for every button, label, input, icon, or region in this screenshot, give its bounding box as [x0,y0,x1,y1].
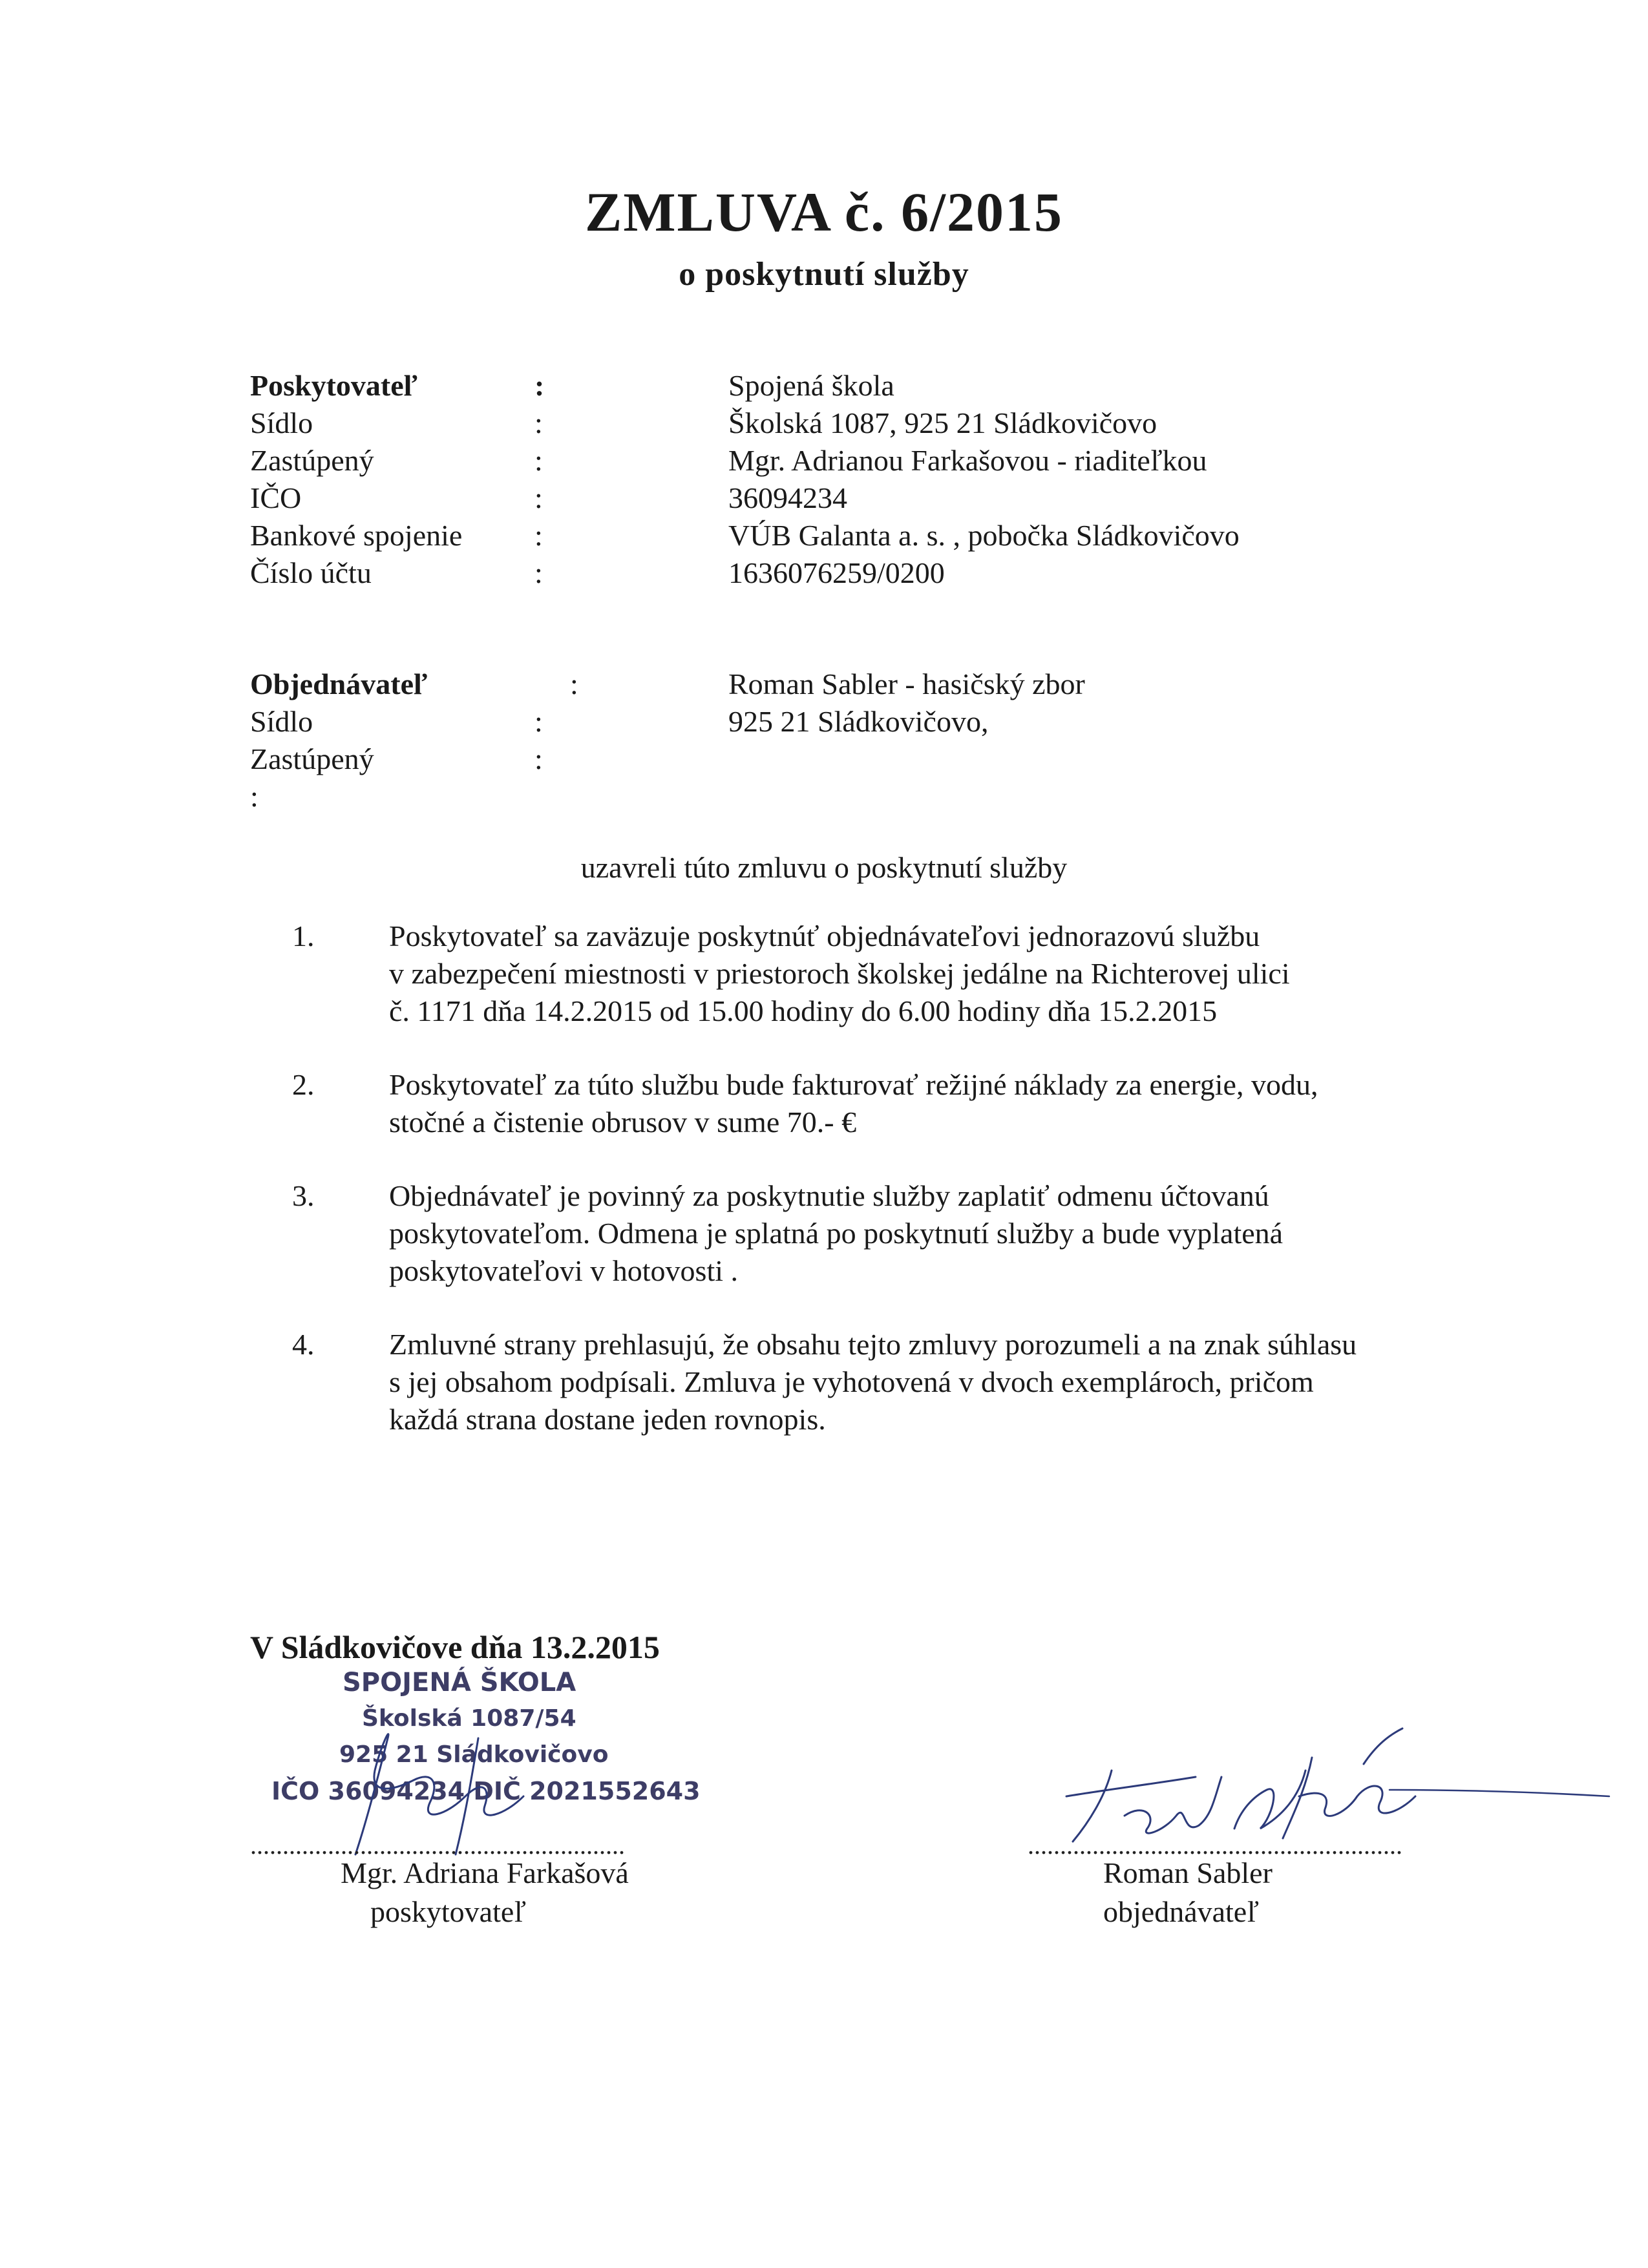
customer-colon: : [570,667,578,700]
clause-line: stočné a čistenie obrusov v sume 70.- € [389,1106,857,1139]
provider-row-bank [250,517,1478,554]
clause-number: 2. [292,1068,315,1101]
clause-line: s jej obsahom podpísali. Zmluva je vyhotovená v dvoch exemplároch, pričom [389,1365,1314,1398]
customer-signer-role: objednávateľ [1103,1895,1259,1928]
provider-representative-colon: : [534,444,543,477]
provider-bank-colon: : [534,519,543,552]
customer-row-name [250,666,1478,703]
clause-line: poskytovateľovi v hotovosti . [389,1254,739,1287]
provider-ico-label: IČO [250,481,302,514]
clause-line: poskytovateľom. Odmena je splatná po poskytnutí služby a bude vyplatená [389,1217,1284,1250]
customer-representative-label: Zastúpený [250,742,374,775]
clause-line: Objednávateľ je povinný za poskytnutie služby zaplatiť odmenu účtovanú [389,1179,1269,1212]
stamp-line-4: IČO 36094234 DIČ 2021552643 [271,1777,701,1805]
provider-account-label: Číslo účtu [250,556,372,589]
stamp-line-1: SPOJENÁ ŠKOLA [343,1668,576,1697]
provider-row-account [250,554,1478,592]
contract-intro: uzavreli túto zmluvu o poskytnutí služby [580,851,1068,884]
clause-3 [292,1177,1520,1290]
clause-number: 3. [292,1179,315,1212]
provider-seat-label: Sídlo [250,406,313,439]
provider-row-ico [250,479,1478,517]
customer-seat-label: Sídlo [250,705,313,738]
stamp-line-3: 925 21 Sládkovičovo [339,1741,609,1768]
clauses-list [292,918,1520,1475]
provider-signer-name: Mgr. Adriana Farkašová [341,1856,629,1889]
provider-seat-colon: : [534,406,543,439]
customer-label: Objednávateľ [250,667,428,700]
customer-name: Roman Sabler - hasičský zbor [728,667,1085,700]
customer-signer-name: Roman Sabler [1103,1856,1273,1889]
provider-row-representative [250,442,1478,479]
provider-seat-value: Školská 1087, 925 21 Sládkovičovo [728,406,1157,439]
clause-number: 1. [292,919,315,952]
customer-trailing-colon: : [250,780,259,813]
clause-line: č. 1171 dňa 14.2.2015 od 15.00 hodiny do 6.00 hodiny dňa 15.2.2015 [389,994,1218,1027]
provider-row-seat [250,404,1478,442]
customer-seat-colon: : [534,705,543,738]
provider-colon: : [534,369,545,402]
customer-seat-value: 925 21 Sládkovičovo, [728,705,989,738]
clause-line: Poskytovateľ za túto službu bude fakturovať režijné náklady za energie, vodu, [389,1068,1318,1101]
clause-line: Zmluvné strany prehlasujú, že obsahu tejto zmluvy porozumeli a na znak súhlasu [389,1328,1357,1361]
provider-row-name [250,367,1478,404]
clause-1 [292,918,1520,1030]
customer-row-representative [250,740,1478,778]
clause-line: v zabezpečení miestnosti v priestoroch školskej jedálne na Richterovej ulici [389,957,1290,990]
provider-account-colon: : [534,556,543,589]
provider-name: Spojená škola [728,369,894,402]
customer-row-trailing [250,778,1478,815]
provider-account-value: 1636076259/0200 [728,556,945,589]
clause-4 [292,1326,1520,1438]
clause-line: Poskytovateľ sa zaväzuje poskytnúť objednávateľovi jednorazovú službu [389,919,1260,952]
provider-label: Poskytovateľ [250,369,418,402]
provider-signer-role: poskytovateľ [370,1895,526,1928]
provider-ico-colon: : [534,481,543,514]
provider-ico-value: 36094234 [728,481,847,514]
provider-bank-label: Bankové spojenie [250,519,463,552]
document-subtitle: o poskytnutí služby [679,256,969,293]
place-and-date: V Sládkovičove dňa 13.2.2015 [250,1629,660,1665]
provider-bank-value: VÚB Galanta a. s. , pobočka Sládkovičovo [728,519,1240,552]
provider-signature-line: .......................................................... [250,1831,625,1860]
document-title: ZMLUVA č. 6/2015 [585,181,1063,243]
clause-number: 4. [292,1328,315,1361]
customer-row-seat [250,703,1478,740]
provider-block [250,367,1478,592]
customer-signature-line: .......................................................... [1028,1831,1402,1860]
provider-representative-value: Mgr. Adrianou Farkašovou - riaditeľkou [728,444,1207,477]
clause-line: každá strana dostane jeden rovnopis. [389,1403,826,1436]
clause-2 [292,1066,1520,1141]
customer-representative-colon: : [534,742,543,775]
customer-signature [1028,1719,1622,1848]
stamp-line-2: Školská 1087/54 [362,1705,576,1732]
customer-block [250,666,1478,815]
provider-representative-label: Zastúpený [250,444,374,477]
